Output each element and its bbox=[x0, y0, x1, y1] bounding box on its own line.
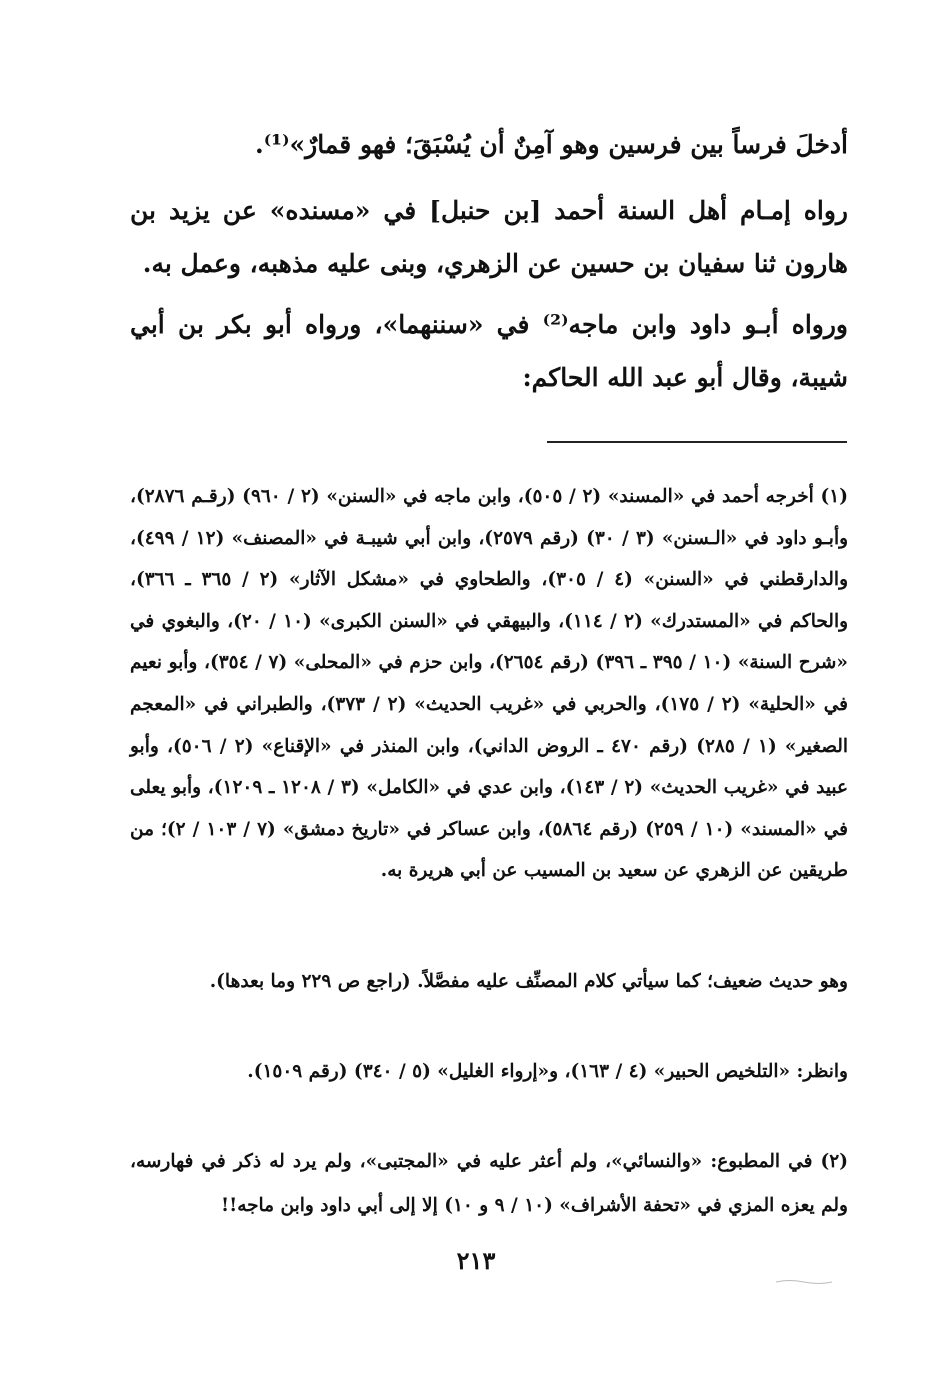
scan-smudge bbox=[774, 1278, 834, 1286]
page-number: ٢١٣ bbox=[456, 1246, 496, 1275]
body-paragraph-2: رواه إمـام أهل السنة أحمد [بن حنبل] في «مسنده» عن يزيد بن هارون ثنا سفيان بن حسين عن الزهري، وبنى عليه مذهبه، وعمل به. bbox=[130, 196, 848, 278]
footnote-2: (٢) في المطبوع: «والنسائي»، ولم أعثر عليه في «المجتبى»، ولم يرد له ذكر في فهارسه، ولم يعزه المزي في «تحفة الأشراف» (١٠ / ٩ و ١٠) إلا إلى أبي داود وابن ماجه!! bbox=[130, 1151, 848, 1216]
footnote-1-see-also: وانظر: «التلخيص الحبير» (٤ / ١٦٣)، و«إرواء الغليل» (٥ / ٣٤٠) (رقم ١٥٠٩). bbox=[247, 1061, 848, 1082]
footnote-1: (١) أخرجه أحمد في «المسند» (٢ / ٥٠٥)، وابن ماجه في «السنن» (٢ / ٩٦٠) (رقـم ٢٨٧٦)، وأبـو داود في «الـسنن» (٣ / ٣٠) (رقم ٢٥٧٩)، وابن أبي شيبـة في «المصنف» (١٢ / ٤٩٩)، والدارقطني في «السنن» (٤ / ٣٠٥)، والطحاوي في «مشكل الآثار» (٢ / ٣٦٥ ـ ٣٦٦)، والحاكم في «المستدرك» (٢ / ١١٤)، والبيهقي في «السنن الكبرى» (١٠ / ٢٠)، والبغوي في «شرح السنة» (١٠ / ٣٩٥ ـ ٣٩٦) (رقم ٢٦٥٤)، وابن حزم في «المحلى» (٧ / ٣٥٤)، وأبو نعيم في «الحلية» (٢ / ١٧٥)، والحربي في «غريب الحديث» (٢ / ٣٧٣)، والطبراني في «المعجم الصغير» (١ / ٢٨٥) (رقم ٤٧٠ ـ الروض الداني)، وابن المنذر في «الإقناع» (٢ / ٥٠٦)، وأبو عبيد في «غريب الحديث» (٢ / ١٤٣)، وابن عدي في «الكامل» (٣ / ١٢٠٨ ـ ١٢٠٩)، وأبو يعلى في «المسند» (١٠ / ٢٥٩) (رقم ٥٨٦٤)، وابن عساكر في «تاريخ دمشق» (٧ / ١٠٣ / ٢)؛ من طريقين عن الزهري عن سعيد بن المسيب عن أبي هريرة به. bbox=[130, 486, 849, 882]
footnote-1-note: وهو حديث ضعيف؛ كما سيأتي كلام المصنِّف عليه مفصَّلاً. (راجع ص ٢٢٩ وما بعدها). bbox=[209, 971, 848, 992]
footnote-separator bbox=[547, 441, 847, 443]
body-paragraph-1: أدخلَ فرساً بين فرسين وهو آمِنٌ أن يُسْبَقَ؛ فهو قمارٌ»⁽¹⁾. bbox=[254, 130, 848, 159]
body-paragraph-3: ورواه أبـو داود وابن ماجه⁽²⁾ في «سننهما»، ورواه أبو بكر بن أبي شيبة، وقال أبو عبد الله الحاكم: bbox=[130, 310, 849, 392]
